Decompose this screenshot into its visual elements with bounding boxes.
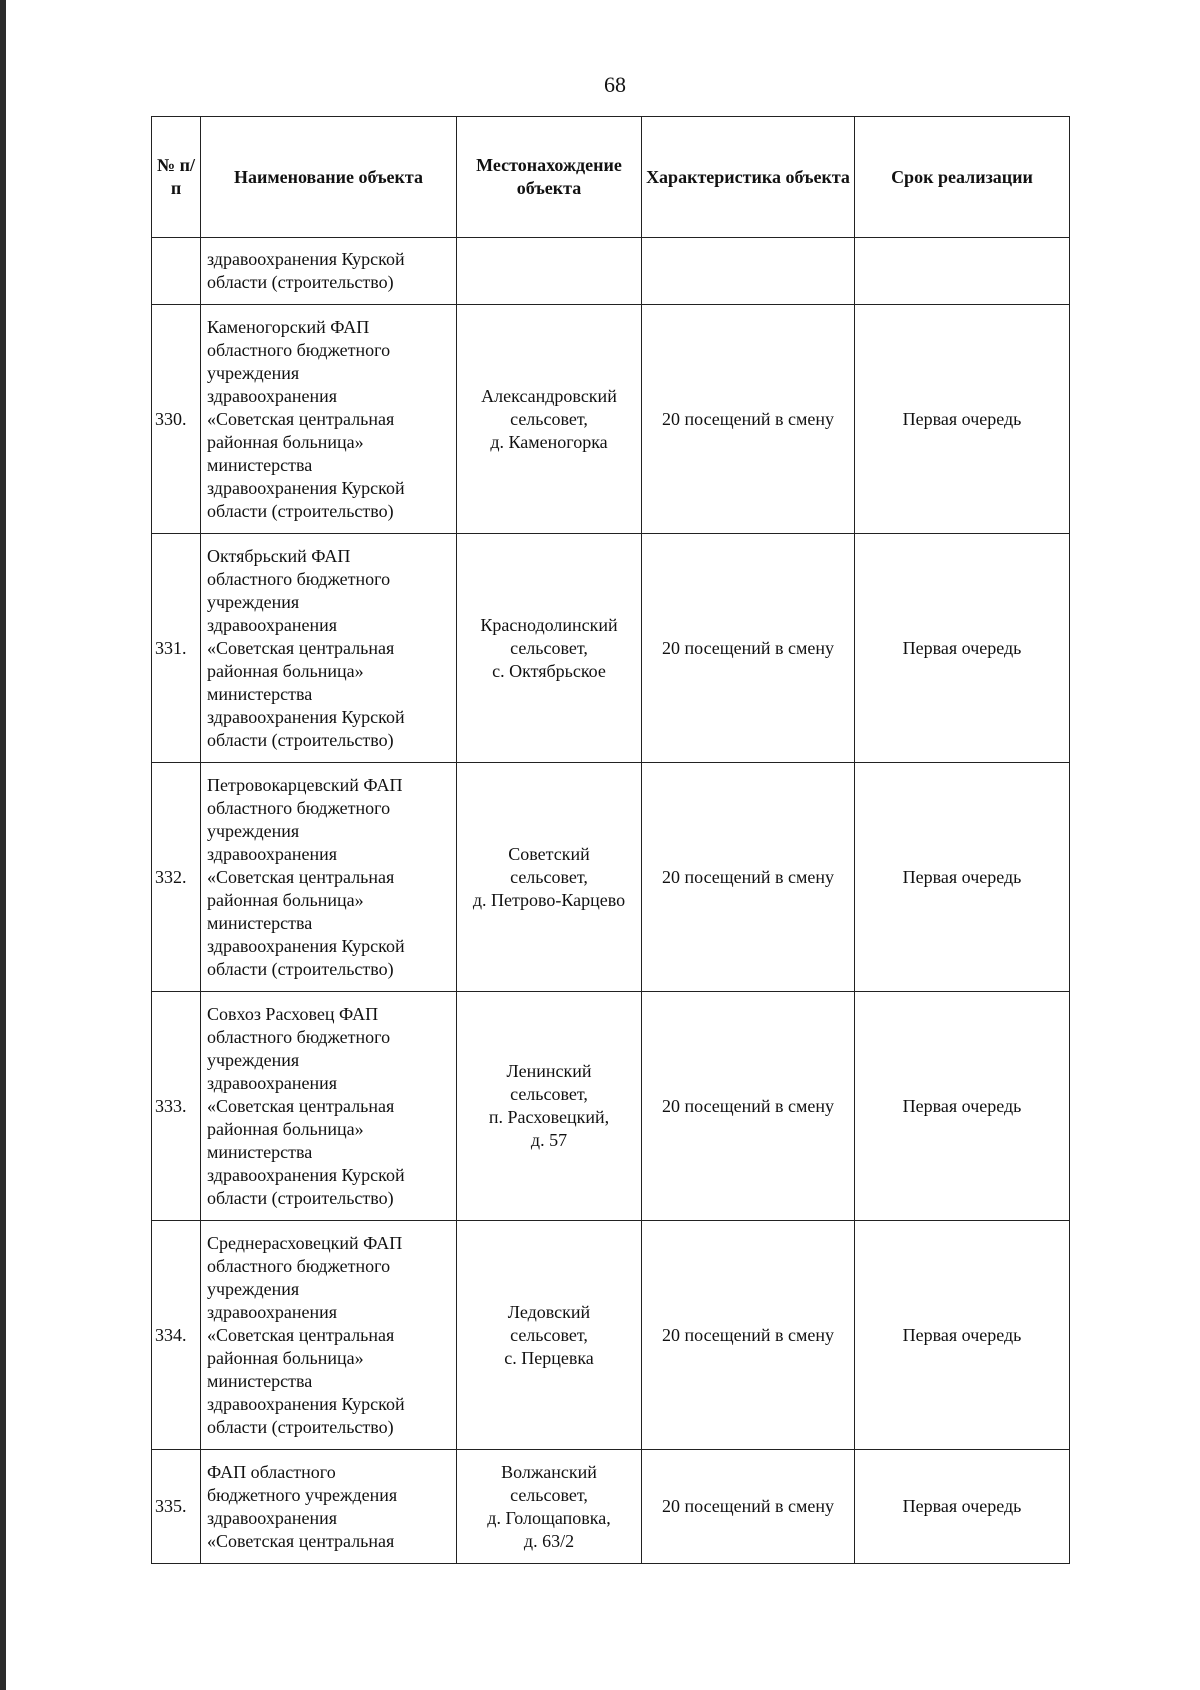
location-line: Краснодолинский	[480, 614, 618, 635]
cell-characteristic: 20 посещений в смену	[642, 305, 855, 534]
name-line: бюджетного учреждения	[207, 1484, 398, 1505]
cell-num: 331.	[152, 534, 201, 763]
cell-characteristic: 20 посещений в смену	[642, 992, 855, 1221]
name-line: областного бюджетного	[207, 1255, 391, 1276]
name-line: здравоохранения	[207, 843, 338, 864]
name-line: «Советская центральная	[207, 1530, 395, 1551]
name-line: здравоохранения Курской	[207, 935, 405, 956]
name-line: министерства	[207, 1370, 313, 1391]
name-line: здравоохранения	[207, 614, 338, 635]
name-line: министерства	[207, 1141, 313, 1162]
cell-num: 334.	[152, 1221, 201, 1450]
name-line: области (строительство)	[207, 729, 394, 750]
header-term: Срок реализации	[855, 117, 1070, 238]
name-line: области (строительство)	[207, 272, 394, 292]
cell-term: Первая очередь	[855, 305, 1070, 534]
table-row-continuation	[152, 238, 1070, 305]
name-line: Среднерасховецкий ФАП	[207, 1232, 403, 1253]
location-line: Волжанский	[501, 1461, 597, 1482]
cell-term: Первая очередь	[855, 992, 1070, 1221]
cell-location	[457, 238, 642, 305]
cell-characteristic	[642, 238, 855, 305]
name-line: учреждения	[207, 1278, 300, 1299]
cell-location	[457, 1221, 642, 1450]
name-line: области (строительство)	[207, 500, 394, 521]
cell-characteristic: 20 посещений в смену	[642, 763, 855, 992]
name-line: Совхоз Расховец ФАП	[207, 1003, 379, 1024]
name-line: «Советская центральная	[207, 408, 395, 429]
name-line: «Советская центральная	[207, 866, 395, 887]
name-line: учреждения	[207, 591, 300, 612]
name-line: областного бюджетного	[207, 339, 391, 360]
name-line: министерства	[207, 683, 313, 704]
name-line: здравоохранения	[207, 385, 338, 406]
name-line: Октябрьский ФАП	[207, 545, 351, 566]
cell-name	[201, 1450, 457, 1564]
location-line: с. Перцевка	[504, 1347, 594, 1368]
name-line: учреждения	[207, 1049, 300, 1070]
name-line: здравоохранения	[207, 1072, 338, 1093]
cell-num: 330.	[152, 305, 201, 534]
name-line: здравоохранения Курской	[207, 1164, 405, 1185]
page-number: 68	[604, 72, 626, 97]
name-line: «Советская центральная	[207, 1095, 395, 1116]
cell-location	[457, 534, 642, 763]
cell-name	[201, 534, 457, 763]
location-line: сельсовет,	[510, 1484, 588, 1505]
name-line: министерства	[207, 912, 313, 933]
location-line: Ленинский	[506, 1061, 592, 1081]
table-row	[152, 305, 1070, 534]
cell-location	[457, 763, 642, 992]
location-line: д. Голощаповка,	[487, 1507, 611, 1528]
name-line: здравоохранения	[207, 1507, 338, 1528]
location-line: сельсовет,	[510, 637, 588, 658]
cell-num: 333.	[152, 992, 201, 1221]
table-row	[152, 992, 1070, 1221]
name-line: «Советская центральная	[207, 637, 395, 658]
name-line: Каменогорский ФАП	[207, 316, 370, 337]
header-num: № п/п	[152, 117, 201, 238]
name-line: ФАП областного	[207, 1461, 336, 1482]
name-line: здравоохранения Курской	[207, 1393, 405, 1414]
name-line: областного бюджетного	[207, 1026, 391, 1047]
name-line: районная больница»	[207, 889, 364, 910]
cell-num: 332.	[152, 763, 201, 992]
location-line: сельсовет,	[510, 1084, 588, 1104]
header-location: Местонахождение объекта	[457, 117, 642, 238]
name-line: областного бюджетного	[207, 797, 391, 818]
cell-name	[201, 238, 457, 305]
cell-characteristic: 20 посещений в смену	[642, 1450, 855, 1564]
name-line: области (строительство)	[207, 1187, 394, 1208]
location-line: д. 57	[530, 1130, 568, 1150]
name-line: министерства	[207, 454, 313, 475]
cell-num	[152, 238, 201, 305]
cell-name	[201, 1221, 457, 1450]
cell-term	[855, 238, 1070, 305]
name-line: учреждения	[207, 362, 300, 383]
header-characteristic: Характеристика объекта	[642, 117, 855, 238]
table-row	[152, 534, 1070, 763]
name-line: областного бюджетного	[207, 568, 391, 589]
table-row	[152, 763, 1070, 992]
cell-term: Первая очередь	[855, 1450, 1070, 1564]
name-line: здравоохранения	[207, 1301, 338, 1322]
cell-term: Первая очередь	[855, 1221, 1070, 1450]
cell-term: Первая очередь	[855, 534, 1070, 763]
name-line: районная больница»	[207, 1347, 364, 1368]
cell-name	[201, 992, 457, 1221]
name-line: здравоохранения Курской	[207, 477, 405, 498]
name-line: здравоохранения Курской	[207, 706, 405, 727]
cell-num: 335.	[152, 1450, 201, 1564]
name-line: учреждения	[207, 820, 300, 841]
location-line: п. Расховецкий,	[488, 1107, 610, 1127]
table-row	[152, 1450, 1070, 1564]
cell-location	[457, 1450, 642, 1564]
objects-table	[151, 116, 1070, 1564]
location-line: д. Каменогорка	[490, 431, 608, 452]
cell-characteristic: 20 посещений в смену	[642, 534, 855, 763]
cell-characteristic: 20 посещений в смену	[642, 1221, 855, 1450]
location-line: сельсовет,	[510, 408, 588, 429]
name-line: районная больница»	[207, 431, 364, 452]
table-header-row	[152, 117, 1070, 238]
cell-location	[457, 992, 642, 1221]
location-line: Советский	[508, 843, 590, 864]
location-line: д. 63/2	[523, 1530, 575, 1551]
name-line: области (строительство)	[207, 1416, 394, 1437]
cell-location	[457, 305, 642, 534]
name-line: районная больница»	[207, 1118, 364, 1139]
location-line: д. Петрово-Карцево	[472, 889, 626, 910]
name-line: районная больница»	[207, 660, 364, 681]
location-line: сельсовет,	[510, 1324, 588, 1345]
cell-term: Первая очередь	[855, 763, 1070, 992]
header-name: Наименование объекта	[201, 117, 457, 238]
table-row	[152, 1221, 1070, 1450]
location-line: Александровский	[481, 385, 617, 406]
name-line: «Советская центральная	[207, 1324, 395, 1345]
name-line: области (строительство)	[207, 958, 394, 979]
location-line: Ледовский	[507, 1301, 591, 1322]
name-line: Петровокарцевский ФАП	[207, 774, 403, 795]
name-line: здравоохранения Курской	[207, 249, 405, 269]
location-line: сельсовет,	[510, 866, 588, 887]
location-line: с. Октябрьское	[492, 660, 606, 681]
cell-name	[201, 763, 457, 992]
cell-name	[201, 305, 457, 534]
scan-left-edge	[0, 0, 6, 1690]
